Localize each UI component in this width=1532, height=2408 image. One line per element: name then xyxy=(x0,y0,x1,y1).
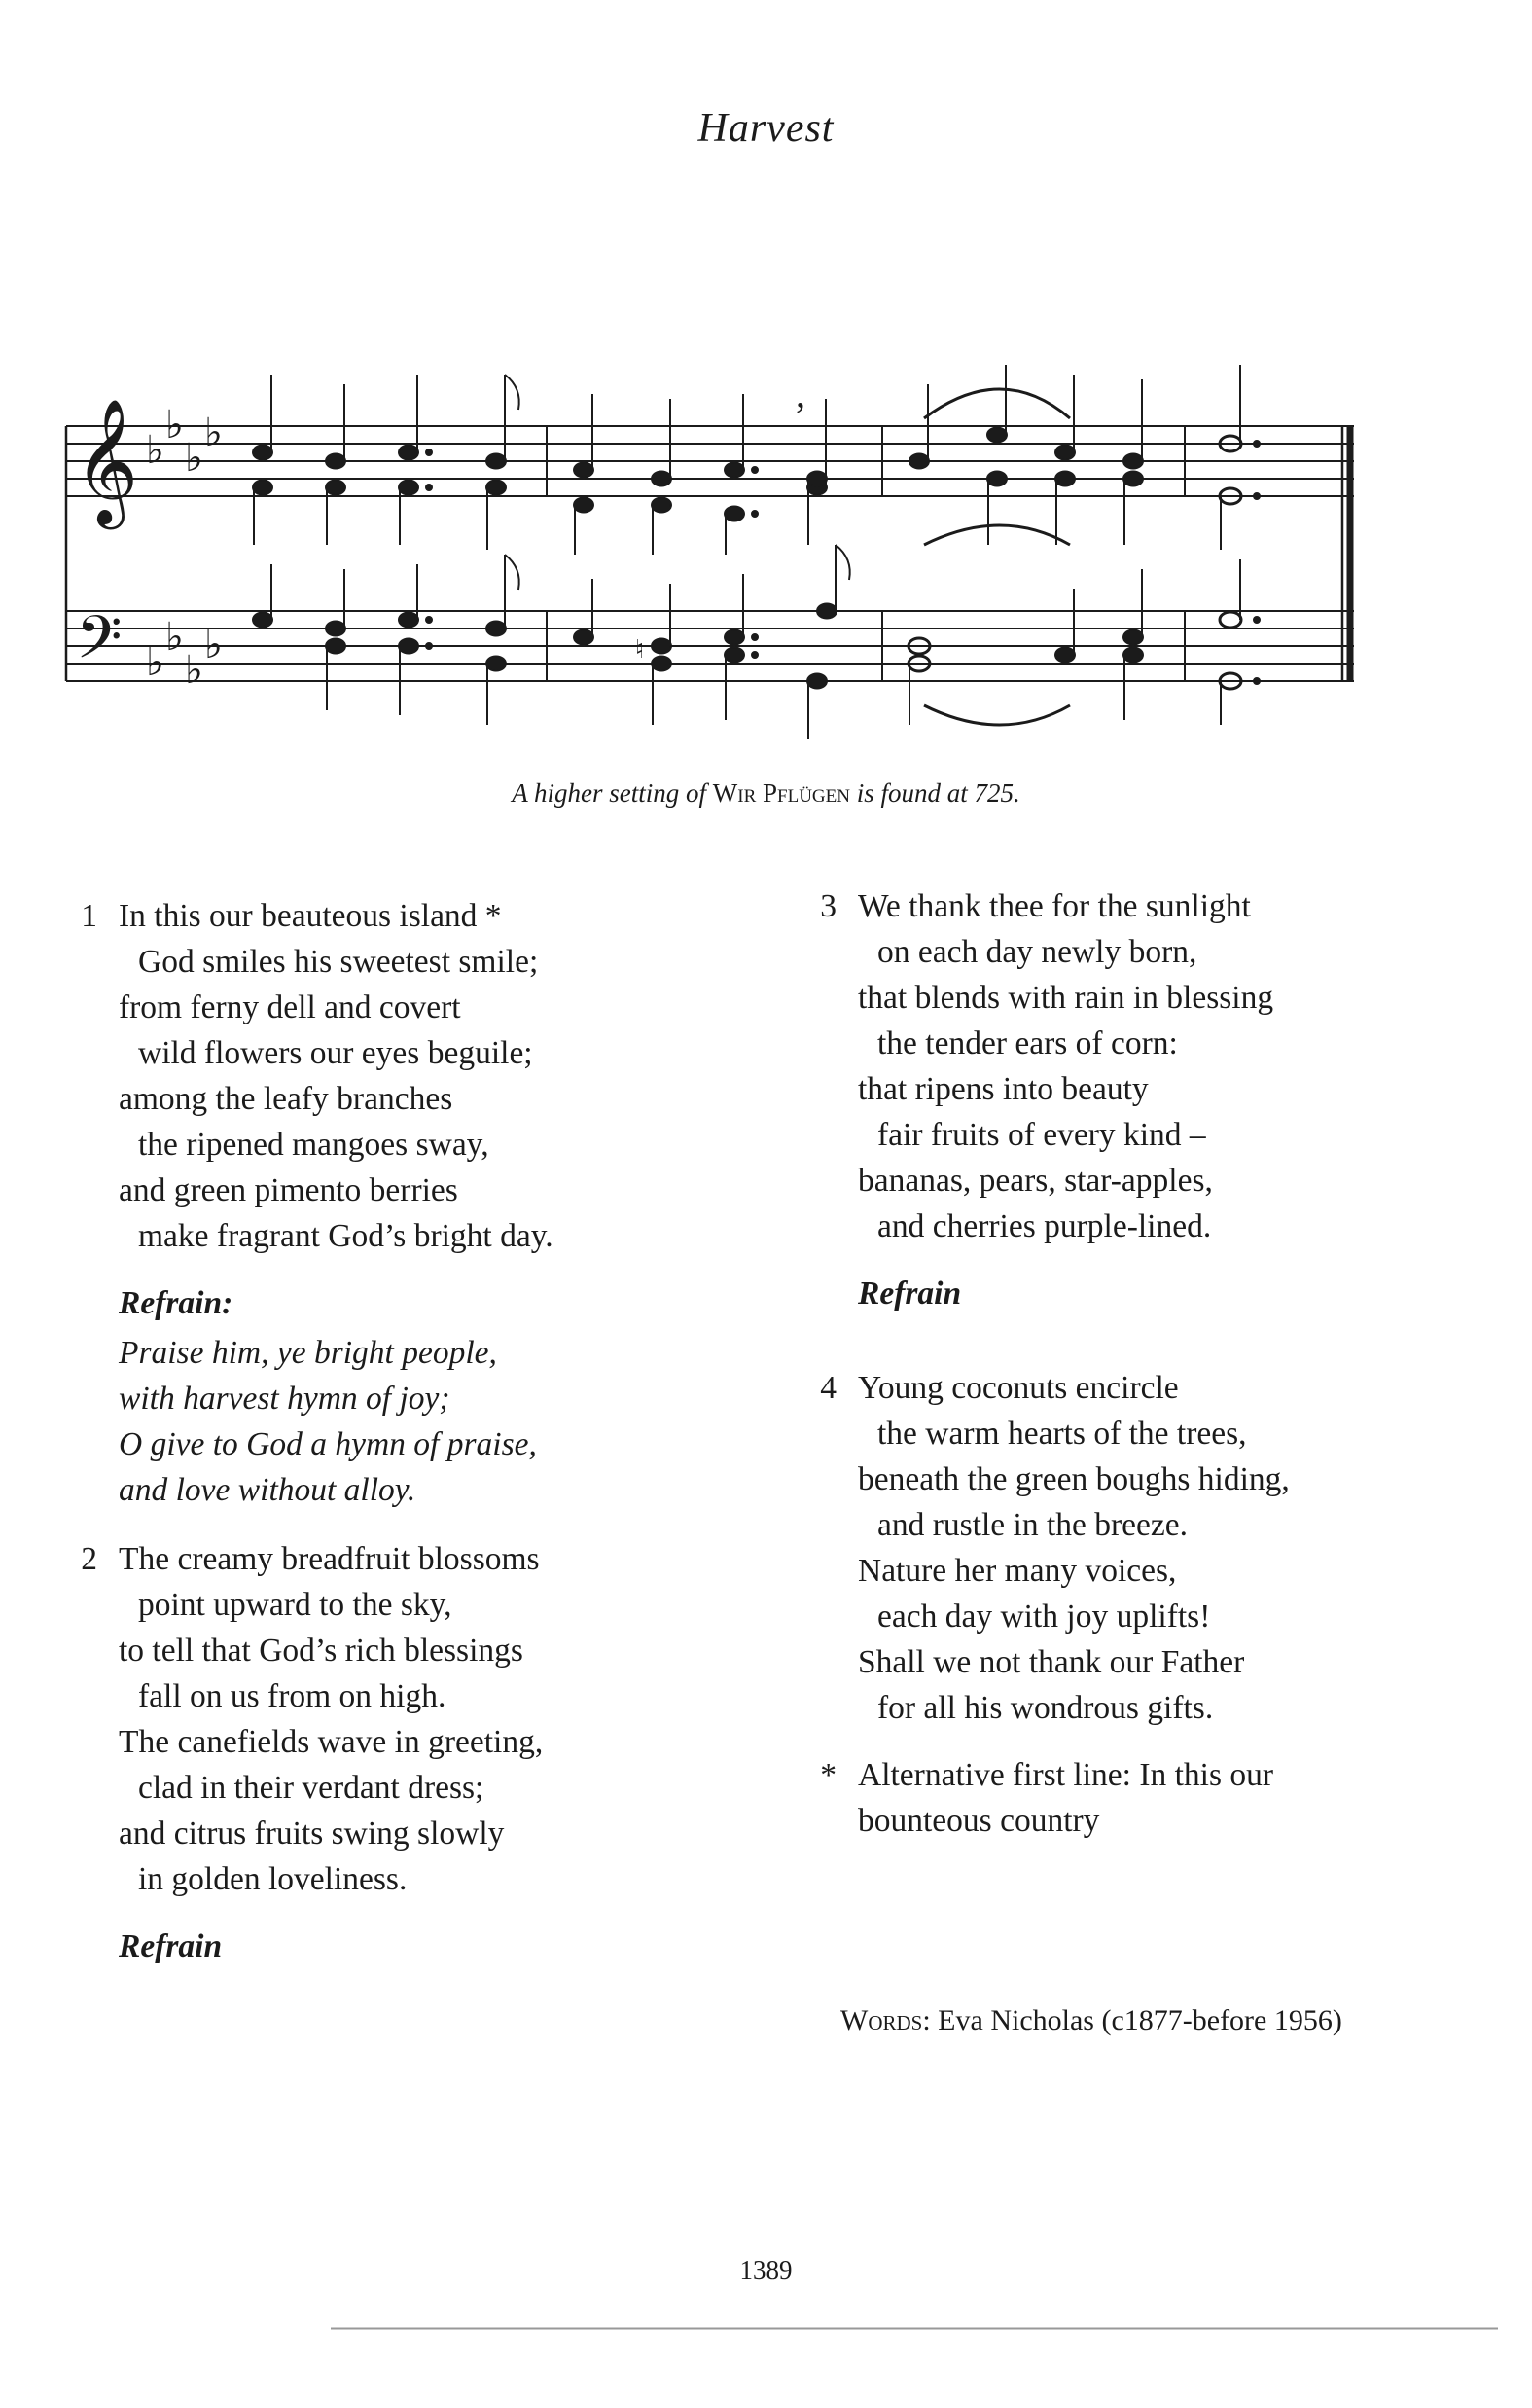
refrain-line: and love without alloy. xyxy=(119,1472,416,1508)
slur-icon xyxy=(924,389,1070,418)
svg-text:♮: ♮ xyxy=(635,635,645,665)
verse-line: make fragrant God’s bright day. xyxy=(138,1218,553,1254)
words-attribution xyxy=(840,2004,1342,2037)
verse-line: and citrus fruits swing slowly xyxy=(119,1815,505,1851)
key-signature xyxy=(146,403,223,693)
svg-text:♭: ♭ xyxy=(185,436,203,481)
svg-text:♭: ♭ xyxy=(146,428,164,473)
verse-line: wild flowers our eyes beguile; xyxy=(138,1035,533,1071)
hymn-title: Harvest xyxy=(697,106,835,151)
verse-line: In this our beauteous island * xyxy=(119,898,502,934)
verse-line: and cherries purple-lined. xyxy=(877,1208,1212,1244)
footnote-mark: * xyxy=(820,1757,837,1793)
verse-line: Nature her many voices, xyxy=(858,1553,1177,1589)
verse-line: in golden loveliness. xyxy=(138,1861,408,1897)
verse-line: We thank thee for the sunlight xyxy=(858,888,1251,924)
verse-line: the warm hearts of the trees, xyxy=(877,1416,1247,1452)
verse-line: that blends with rain in blessing xyxy=(858,980,1274,1016)
verse-line: God smiles his sweetest smile; xyxy=(138,944,539,980)
verse-line: point upward to the sky, xyxy=(138,1587,452,1623)
svg-text:♭: ♭ xyxy=(165,615,184,660)
verse-line: and rustle in the breeze. xyxy=(877,1507,1189,1543)
svg-text:♭: ♭ xyxy=(204,623,223,667)
verse-line: fall on us from on high. xyxy=(138,1678,446,1714)
verse-line: Shall we not thank our Father xyxy=(858,1644,1245,1680)
refrain-line: with harvest hymn of joy; xyxy=(119,1381,450,1417)
verse-line: The creamy breadfruit blossoms xyxy=(119,1541,540,1577)
verse-2 xyxy=(68,1536,671,1902)
treble-clef-icon: 𝄞 xyxy=(74,398,139,524)
slur-icon xyxy=(924,525,1070,545)
right-column xyxy=(807,883,1430,1844)
verse-number: 2 xyxy=(81,1541,97,1577)
verse-line: to tell that God’s rich blessings xyxy=(119,1633,523,1669)
refrain-line: O give to God a hymn of praise, xyxy=(119,1426,537,1462)
footnote-line: Alternative first line: In this our xyxy=(858,1757,1274,1793)
verse-line: and green pimento berries xyxy=(119,1172,458,1208)
svg-text:♭: ♭ xyxy=(146,640,164,685)
refrain-line: Praise him, ye bright people, xyxy=(119,1335,497,1371)
verse-1 xyxy=(68,893,671,1259)
verse-line: each day with joy uplifts! xyxy=(877,1599,1211,1635)
refrain-label: Refrain: xyxy=(119,1285,233,1321)
verse-4 xyxy=(807,1365,1430,1731)
scan-edge-line xyxy=(331,2327,1498,2330)
music-score xyxy=(0,0,1532,739)
verse-line: the tender ears of corn: xyxy=(877,1025,1178,1061)
bass-notes xyxy=(253,545,1260,739)
verse-line: the ripened mangoes sway, xyxy=(138,1127,489,1163)
verse-line: Young coconuts encircle xyxy=(858,1370,1179,1406)
verse-line: bananas, pears, star-apples, xyxy=(858,1163,1213,1199)
verse-line: that ripens into beauty xyxy=(858,1071,1149,1107)
slur-icon xyxy=(924,705,1070,725)
verse-line: for all his wondrous gifts. xyxy=(877,1690,1214,1726)
svg-text:♭: ♭ xyxy=(185,648,203,693)
page-number: 1389 xyxy=(739,2255,793,2284)
verse-line: beneath the green boughs hiding, xyxy=(858,1461,1290,1497)
tune-name: Wir Pflügen xyxy=(712,778,850,808)
verse-number: 4 xyxy=(820,1370,837,1406)
setting-note-post: is found at 725. xyxy=(856,778,1020,808)
verse-number: 3 xyxy=(820,888,837,924)
words-author: Eva Nicholas (c1877-before 1956) xyxy=(938,2004,1342,2036)
refrain-label: Refrain xyxy=(119,1928,223,1964)
treble-notes xyxy=(253,365,1260,555)
setting-note xyxy=(0,778,1532,809)
verse-line: from ferny dell and covert xyxy=(119,989,461,1025)
refrain-label: Refrain xyxy=(858,1276,962,1312)
verse-3 xyxy=(807,883,1430,1249)
verse-number: 1 xyxy=(81,898,97,934)
verse-line: among the leafy branches xyxy=(119,1081,453,1117)
words-label: Words: xyxy=(840,2004,931,2036)
bass-clef-icon: 𝄢 xyxy=(76,603,123,687)
breath-mark-icon: , xyxy=(796,372,805,415)
svg-text:♭: ♭ xyxy=(165,403,184,448)
refrain-text xyxy=(68,1330,671,1513)
verse-line: The canefields wave in greeting, xyxy=(119,1724,544,1760)
footnote-line: bounteous country xyxy=(858,1803,1100,1839)
verse-line: on each day newly born, xyxy=(877,934,1197,970)
footnote xyxy=(807,1752,1430,1844)
setting-note-pre: A higher setting of xyxy=(512,778,707,808)
svg-text:♭: ♭ xyxy=(204,411,223,455)
verse-line: fair fruits of every kind – xyxy=(877,1117,1206,1153)
verse-line: clad in their verdant dress; xyxy=(138,1770,484,1806)
left-column xyxy=(68,893,671,1973)
